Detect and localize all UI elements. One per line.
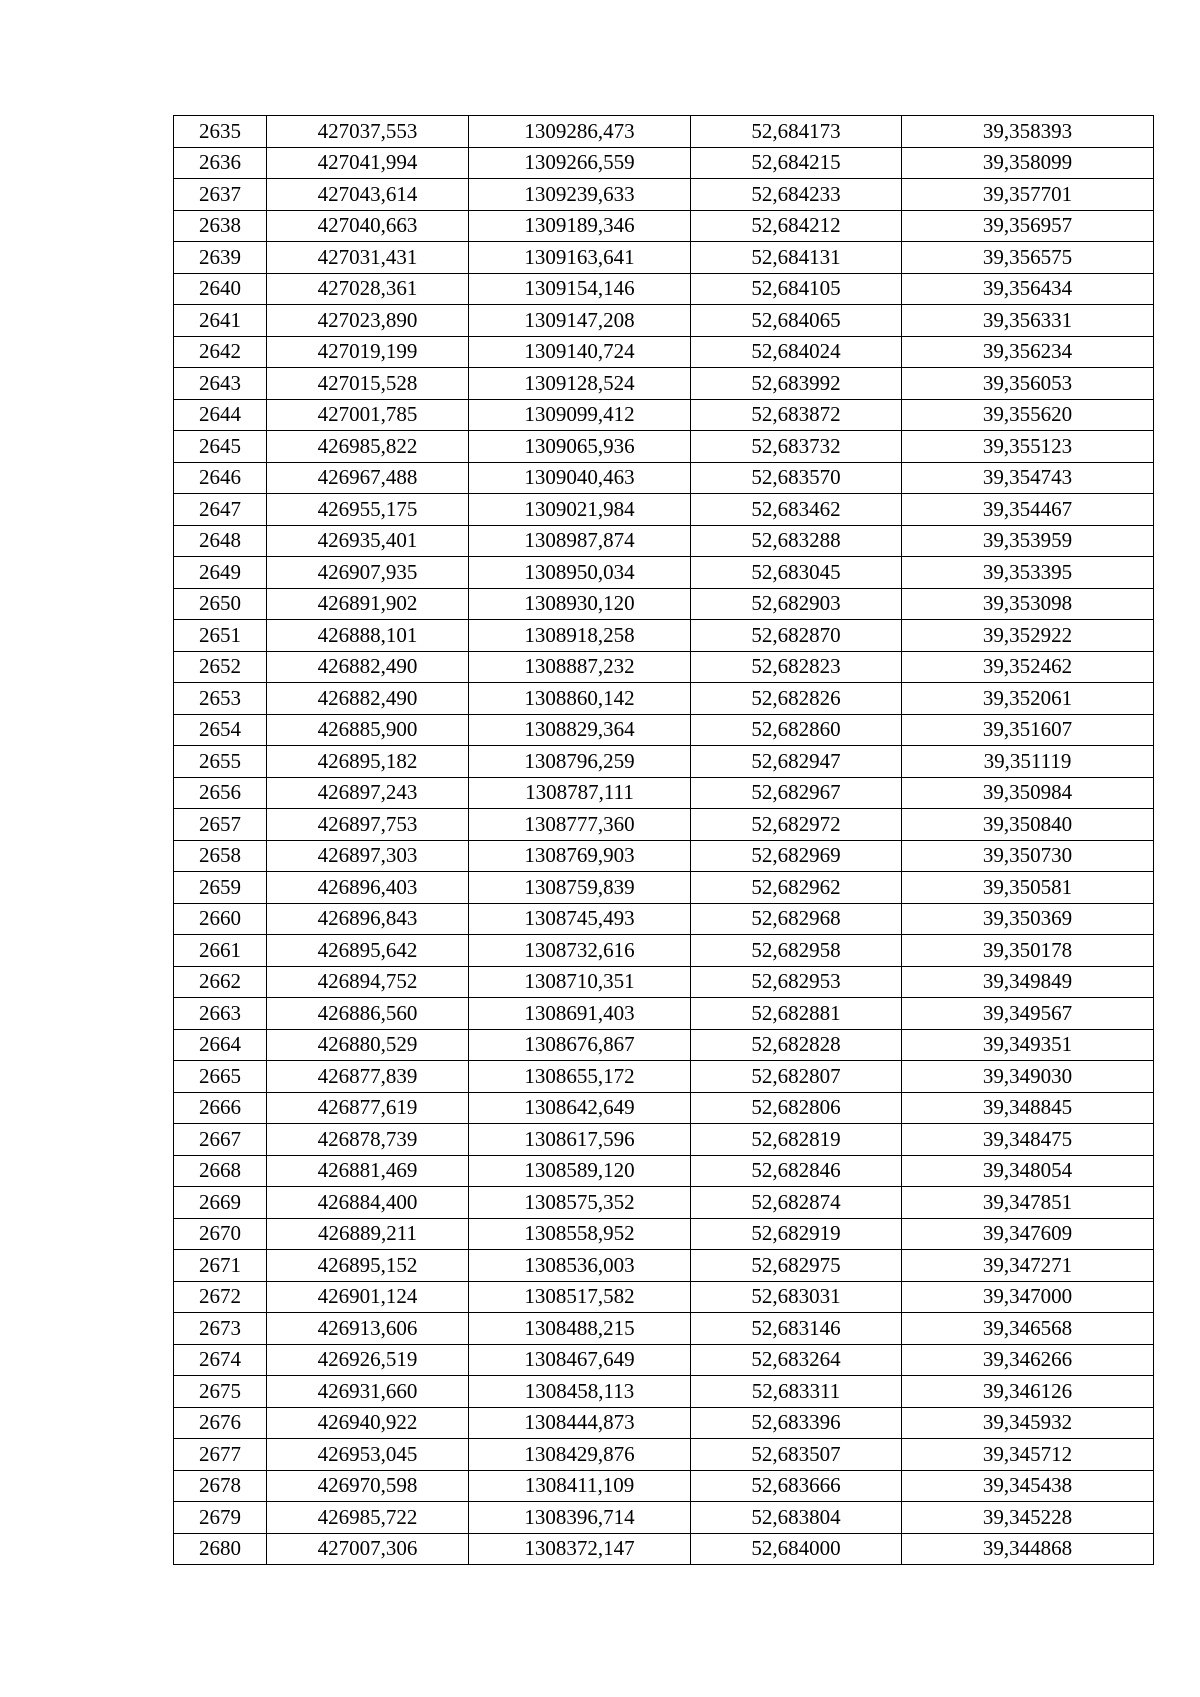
latitude-cell: 52,682947 — [691, 746, 902, 778]
y-coordinate-cell: 1308517,582 — [469, 1281, 691, 1313]
table-row — [174, 210, 1154, 242]
longitude-cell: 39,347851 — [902, 1187, 1154, 1219]
table-row — [174, 431, 1154, 463]
latitude-cell: 52,682962 — [691, 872, 902, 904]
latitude-cell: 52,683288 — [691, 525, 902, 557]
point-number-cell: 2664 — [174, 1029, 267, 1061]
y-coordinate-cell: 1308987,874 — [469, 525, 691, 557]
latitude-cell: 52,683311 — [691, 1376, 902, 1408]
longitude-cell: 39,358099 — [902, 147, 1154, 179]
longitude-cell: 39,345712 — [902, 1439, 1154, 1471]
table-row — [174, 1092, 1154, 1124]
point-number-cell: 2640 — [174, 273, 267, 305]
x-coordinate-cell: 426913,606 — [267, 1313, 469, 1345]
latitude-cell: 52,684065 — [691, 305, 902, 337]
y-coordinate-cell: 1308575,352 — [469, 1187, 691, 1219]
x-coordinate-cell: 426877,839 — [267, 1061, 469, 1093]
table-row — [174, 462, 1154, 494]
table-row — [174, 1250, 1154, 1282]
longitude-cell: 39,345228 — [902, 1502, 1154, 1534]
y-coordinate-cell: 1309147,208 — [469, 305, 691, 337]
longitude-cell: 39,347609 — [902, 1218, 1154, 1250]
y-coordinate-cell: 1308676,867 — [469, 1029, 691, 1061]
point-number-cell: 2656 — [174, 777, 267, 809]
x-coordinate-cell: 426894,752 — [267, 966, 469, 998]
longitude-cell: 39,354743 — [902, 462, 1154, 494]
point-number-cell: 2666 — [174, 1092, 267, 1124]
x-coordinate-cell: 426896,403 — [267, 872, 469, 904]
latitude-cell: 52,683732 — [691, 431, 902, 463]
longitude-cell: 39,355123 — [902, 431, 1154, 463]
y-coordinate-cell: 1308429,876 — [469, 1439, 691, 1471]
x-coordinate-cell: 426886,560 — [267, 998, 469, 1030]
y-coordinate-cell: 1308691,403 — [469, 998, 691, 1030]
point-number-cell: 2645 — [174, 431, 267, 463]
table-row — [174, 1124, 1154, 1156]
x-coordinate-cell: 426967,488 — [267, 462, 469, 494]
point-number-cell: 2641 — [174, 305, 267, 337]
x-coordinate-cell: 426970,598 — [267, 1470, 469, 1502]
y-coordinate-cell: 1308655,172 — [469, 1061, 691, 1093]
longitude-cell: 39,349849 — [902, 966, 1154, 998]
table-row — [174, 399, 1154, 431]
y-coordinate-cell: 1308787,111 — [469, 777, 691, 809]
longitude-cell: 39,348054 — [902, 1155, 1154, 1187]
table-row — [174, 809, 1154, 841]
longitude-cell: 39,352462 — [902, 651, 1154, 683]
table-row — [174, 1439, 1154, 1471]
longitude-cell: 39,356053 — [902, 368, 1154, 400]
table-row — [174, 840, 1154, 872]
latitude-cell: 52,682874 — [691, 1187, 902, 1219]
y-coordinate-cell: 1308467,649 — [469, 1344, 691, 1376]
y-coordinate-cell: 1308411,109 — [469, 1470, 691, 1502]
point-number-cell: 2680 — [174, 1533, 267, 1565]
y-coordinate-cell: 1308617,596 — [469, 1124, 691, 1156]
x-coordinate-cell: 426985,822 — [267, 431, 469, 463]
latitude-cell: 52,684233 — [691, 179, 902, 211]
x-coordinate-cell: 427037,553 — [267, 116, 469, 148]
y-coordinate-cell: 1308732,616 — [469, 935, 691, 967]
longitude-cell: 39,353395 — [902, 557, 1154, 589]
point-number-cell: 2655 — [174, 746, 267, 778]
x-coordinate-cell: 426877,619 — [267, 1092, 469, 1124]
table-row — [174, 998, 1154, 1030]
x-coordinate-cell: 427041,994 — [267, 147, 469, 179]
table-row — [174, 494, 1154, 526]
y-coordinate-cell: 1309286,473 — [469, 116, 691, 148]
y-coordinate-cell: 1309154,146 — [469, 273, 691, 305]
latitude-cell: 52,682828 — [691, 1029, 902, 1061]
x-coordinate-cell: 427023,890 — [267, 305, 469, 337]
latitude-cell: 52,684131 — [691, 242, 902, 274]
point-number-cell: 2673 — [174, 1313, 267, 1345]
x-coordinate-cell: 426881,469 — [267, 1155, 469, 1187]
longitude-cell: 39,353098 — [902, 588, 1154, 620]
table-row — [174, 620, 1154, 652]
y-coordinate-cell: 1308710,351 — [469, 966, 691, 998]
point-number-cell: 2649 — [174, 557, 267, 589]
table-row — [174, 1407, 1154, 1439]
x-coordinate-cell: 426935,401 — [267, 525, 469, 557]
table-row — [174, 1029, 1154, 1061]
latitude-cell: 52,682953 — [691, 966, 902, 998]
y-coordinate-cell: 1309189,346 — [469, 210, 691, 242]
y-coordinate-cell: 1308887,232 — [469, 651, 691, 683]
latitude-cell: 52,682958 — [691, 935, 902, 967]
table-row — [174, 1313, 1154, 1345]
longitude-cell: 39,352061 — [902, 683, 1154, 715]
y-coordinate-cell: 1308488,215 — [469, 1313, 691, 1345]
longitude-cell: 39,350730 — [902, 840, 1154, 872]
point-number-cell: 2638 — [174, 210, 267, 242]
x-coordinate-cell: 427015,528 — [267, 368, 469, 400]
latitude-cell: 52,684024 — [691, 336, 902, 368]
y-coordinate-cell: 1308536,003 — [469, 1250, 691, 1282]
y-coordinate-cell: 1309239,633 — [469, 179, 691, 211]
table-row — [174, 683, 1154, 715]
longitude-cell: 39,345438 — [902, 1470, 1154, 1502]
longitude-cell: 39,351607 — [902, 714, 1154, 746]
point-number-cell: 2677 — [174, 1439, 267, 1471]
latitude-cell: 52,682870 — [691, 620, 902, 652]
table-row — [174, 1155, 1154, 1187]
latitude-cell: 52,682826 — [691, 683, 902, 715]
y-coordinate-cell: 1308759,839 — [469, 872, 691, 904]
longitude-cell: 39,356957 — [902, 210, 1154, 242]
table-row — [174, 1061, 1154, 1093]
table-row — [174, 273, 1154, 305]
point-number-cell: 2637 — [174, 179, 267, 211]
x-coordinate-cell: 426940,922 — [267, 1407, 469, 1439]
point-number-cell: 2658 — [174, 840, 267, 872]
x-coordinate-cell: 427001,785 — [267, 399, 469, 431]
x-coordinate-cell: 426895,152 — [267, 1250, 469, 1282]
longitude-cell: 39,350178 — [902, 935, 1154, 967]
table-row — [174, 777, 1154, 809]
y-coordinate-cell: 1309099,412 — [469, 399, 691, 431]
longitude-cell: 39,344868 — [902, 1533, 1154, 1565]
longitude-cell: 39,346126 — [902, 1376, 1154, 1408]
longitude-cell: 39,353959 — [902, 525, 1154, 557]
latitude-cell: 52,682806 — [691, 1092, 902, 1124]
y-coordinate-cell: 1308745,493 — [469, 903, 691, 935]
x-coordinate-cell: 427031,431 — [267, 242, 469, 274]
latitude-cell: 52,684215 — [691, 147, 902, 179]
table-row — [174, 588, 1154, 620]
table-row — [174, 1470, 1154, 1502]
point-number-cell: 2654 — [174, 714, 267, 746]
table-row — [174, 525, 1154, 557]
point-number-cell: 2653 — [174, 683, 267, 715]
table-row — [174, 935, 1154, 967]
x-coordinate-cell: 426889,211 — [267, 1218, 469, 1250]
table-row — [174, 1187, 1154, 1219]
table-row — [174, 1218, 1154, 1250]
table-row — [174, 336, 1154, 368]
y-coordinate-cell: 1308558,952 — [469, 1218, 691, 1250]
y-coordinate-cell: 1308589,120 — [469, 1155, 691, 1187]
y-coordinate-cell: 1308860,142 — [469, 683, 691, 715]
longitude-cell: 39,350581 — [902, 872, 1154, 904]
y-coordinate-cell: 1309040,463 — [469, 462, 691, 494]
point-number-cell: 2662 — [174, 966, 267, 998]
x-coordinate-cell: 427043,614 — [267, 179, 469, 211]
latitude-cell: 52,683462 — [691, 494, 902, 526]
point-number-cell: 2660 — [174, 903, 267, 935]
table-row — [174, 714, 1154, 746]
table-row — [174, 651, 1154, 683]
point-number-cell: 2642 — [174, 336, 267, 368]
point-number-cell: 2650 — [174, 588, 267, 620]
point-number-cell: 2636 — [174, 147, 267, 179]
point-number-cell: 2657 — [174, 809, 267, 841]
table-row — [174, 966, 1154, 998]
longitude-cell: 39,349030 — [902, 1061, 1154, 1093]
x-coordinate-cell: 426884,400 — [267, 1187, 469, 1219]
point-number-cell: 2639 — [174, 242, 267, 274]
point-number-cell: 2648 — [174, 525, 267, 557]
point-number-cell: 2665 — [174, 1061, 267, 1093]
x-coordinate-cell: 426897,753 — [267, 809, 469, 841]
table-row — [174, 179, 1154, 211]
latitude-cell: 52,684105 — [691, 273, 902, 305]
x-coordinate-cell: 426895,642 — [267, 935, 469, 967]
longitude-cell: 39,350369 — [902, 903, 1154, 935]
y-coordinate-cell: 1309266,559 — [469, 147, 691, 179]
point-number-cell: 2679 — [174, 1502, 267, 1534]
y-coordinate-cell: 1308372,147 — [469, 1533, 691, 1565]
y-coordinate-cell: 1308444,873 — [469, 1407, 691, 1439]
table-row — [174, 557, 1154, 589]
x-coordinate-cell: 426897,303 — [267, 840, 469, 872]
point-number-cell: 2652 — [174, 651, 267, 683]
latitude-cell: 52,683872 — [691, 399, 902, 431]
latitude-cell: 52,682903 — [691, 588, 902, 620]
longitude-cell: 39,346266 — [902, 1344, 1154, 1376]
y-coordinate-cell: 1308396,714 — [469, 1502, 691, 1534]
longitude-cell: 39,348475 — [902, 1124, 1154, 1156]
point-number-cell: 2651 — [174, 620, 267, 652]
y-coordinate-cell: 1308950,034 — [469, 557, 691, 589]
longitude-cell: 39,356331 — [902, 305, 1154, 337]
x-coordinate-cell: 426891,902 — [267, 588, 469, 620]
latitude-cell: 52,683146 — [691, 1313, 902, 1345]
latitude-cell: 52,682823 — [691, 651, 902, 683]
y-coordinate-cell: 1308829,364 — [469, 714, 691, 746]
point-number-cell: 2675 — [174, 1376, 267, 1408]
y-coordinate-cell: 1308777,360 — [469, 809, 691, 841]
x-coordinate-cell: 426931,660 — [267, 1376, 469, 1408]
table-row — [174, 305, 1154, 337]
longitude-cell: 39,347271 — [902, 1250, 1154, 1282]
latitude-cell: 52,682881 — [691, 998, 902, 1030]
latitude-cell: 52,683396 — [691, 1407, 902, 1439]
y-coordinate-cell: 1309128,524 — [469, 368, 691, 400]
table-row — [174, 242, 1154, 274]
longitude-cell: 39,347000 — [902, 1281, 1154, 1313]
x-coordinate-cell: 427040,663 — [267, 210, 469, 242]
longitude-cell: 39,350840 — [902, 809, 1154, 841]
point-number-cell: 2663 — [174, 998, 267, 1030]
x-coordinate-cell: 427019,199 — [267, 336, 469, 368]
x-coordinate-cell: 426955,175 — [267, 494, 469, 526]
table-row — [174, 872, 1154, 904]
x-coordinate-cell: 426882,490 — [267, 651, 469, 683]
latitude-cell: 52,683031 — [691, 1281, 902, 1313]
latitude-cell: 52,684000 — [691, 1533, 902, 1565]
point-number-cell: 2672 — [174, 1281, 267, 1313]
table-row — [174, 1502, 1154, 1534]
longitude-cell: 39,355620 — [902, 399, 1154, 431]
x-coordinate-cell: 426926,519 — [267, 1344, 469, 1376]
latitude-cell: 52,683804 — [691, 1502, 902, 1534]
longitude-cell: 39,351119 — [902, 746, 1154, 778]
longitude-cell: 39,349351 — [902, 1029, 1154, 1061]
table-row — [174, 1533, 1154, 1565]
point-number-cell: 2674 — [174, 1344, 267, 1376]
longitude-cell: 39,356434 — [902, 273, 1154, 305]
x-coordinate-cell: 426880,529 — [267, 1029, 469, 1061]
x-coordinate-cell: 426985,722 — [267, 1502, 469, 1534]
latitude-cell: 52,682807 — [691, 1061, 902, 1093]
x-coordinate-cell: 426885,900 — [267, 714, 469, 746]
latitude-cell: 52,684173 — [691, 116, 902, 148]
x-coordinate-cell: 426882,490 — [267, 683, 469, 715]
table-row — [174, 1281, 1154, 1313]
latitude-cell: 52,683666 — [691, 1470, 902, 1502]
latitude-cell: 52,684212 — [691, 210, 902, 242]
point-number-cell: 2670 — [174, 1218, 267, 1250]
table-row — [174, 746, 1154, 778]
latitude-cell: 52,683045 — [691, 557, 902, 589]
table-row — [174, 147, 1154, 179]
longitude-cell: 39,357701 — [902, 179, 1154, 211]
table-row — [174, 368, 1154, 400]
longitude-cell: 39,349567 — [902, 998, 1154, 1030]
y-coordinate-cell: 1309021,984 — [469, 494, 691, 526]
y-coordinate-cell: 1308918,258 — [469, 620, 691, 652]
point-number-cell: 2635 — [174, 116, 267, 148]
latitude-cell: 52,682860 — [691, 714, 902, 746]
x-coordinate-cell: 426901,124 — [267, 1281, 469, 1313]
longitude-cell: 39,346568 — [902, 1313, 1154, 1345]
x-coordinate-cell: 426895,182 — [267, 746, 469, 778]
y-coordinate-cell: 1309163,641 — [469, 242, 691, 274]
y-coordinate-cell: 1309140,724 — [469, 336, 691, 368]
x-coordinate-cell: 427028,361 — [267, 273, 469, 305]
x-coordinate-cell: 426953,045 — [267, 1439, 469, 1471]
x-coordinate-cell: 426897,243 — [267, 777, 469, 809]
y-coordinate-cell: 1308796,259 — [469, 746, 691, 778]
latitude-cell: 52,682846 — [691, 1155, 902, 1187]
point-number-cell: 2647 — [174, 494, 267, 526]
y-coordinate-cell: 1309065,936 — [469, 431, 691, 463]
longitude-cell: 39,356575 — [902, 242, 1154, 274]
y-coordinate-cell: 1308930,120 — [469, 588, 691, 620]
x-coordinate-cell: 426907,935 — [267, 557, 469, 589]
longitude-cell: 39,352922 — [902, 620, 1154, 652]
point-number-cell: 2667 — [174, 1124, 267, 1156]
longitude-cell: 39,354467 — [902, 494, 1154, 526]
x-coordinate-cell: 426888,101 — [267, 620, 469, 652]
longitude-cell: 39,356234 — [902, 336, 1154, 368]
point-number-cell: 2644 — [174, 399, 267, 431]
y-coordinate-cell: 1308458,113 — [469, 1376, 691, 1408]
longitude-cell: 39,348845 — [902, 1092, 1154, 1124]
point-number-cell: 2669 — [174, 1187, 267, 1219]
latitude-cell: 52,683507 — [691, 1439, 902, 1471]
longitude-cell: 39,358393 — [902, 116, 1154, 148]
table-row — [174, 1344, 1154, 1376]
x-coordinate-cell: 426878,739 — [267, 1124, 469, 1156]
point-number-cell: 2643 — [174, 368, 267, 400]
latitude-cell: 52,683992 — [691, 368, 902, 400]
y-coordinate-cell: 1308769,903 — [469, 840, 691, 872]
point-number-cell: 2678 — [174, 1470, 267, 1502]
y-coordinate-cell: 1308642,649 — [469, 1092, 691, 1124]
x-coordinate-cell: 427007,306 — [267, 1533, 469, 1565]
latitude-cell: 52,682967 — [691, 777, 902, 809]
point-number-cell: 2676 — [174, 1407, 267, 1439]
latitude-cell: 52,682819 — [691, 1124, 902, 1156]
latitude-cell: 52,682969 — [691, 840, 902, 872]
point-number-cell: 2646 — [174, 462, 267, 494]
latitude-cell: 52,682968 — [691, 903, 902, 935]
point-number-cell: 2661 — [174, 935, 267, 967]
coordinates-table-body — [174, 116, 1154, 1565]
longitude-cell: 39,350984 — [902, 777, 1154, 809]
table-row — [174, 116, 1154, 148]
latitude-cell: 52,682975 — [691, 1250, 902, 1282]
longitude-cell: 39,345932 — [902, 1407, 1154, 1439]
x-coordinate-cell: 426896,843 — [267, 903, 469, 935]
table-row — [174, 903, 1154, 935]
point-number-cell: 2659 — [174, 872, 267, 904]
table-row — [174, 1376, 1154, 1408]
latitude-cell: 52,683264 — [691, 1344, 902, 1376]
latitude-cell: 52,682972 — [691, 809, 902, 841]
latitude-cell: 52,683570 — [691, 462, 902, 494]
point-number-cell: 2668 — [174, 1155, 267, 1187]
latitude-cell: 52,682919 — [691, 1218, 902, 1250]
coordinates-table — [173, 115, 1154, 1565]
point-number-cell: 2671 — [174, 1250, 267, 1282]
